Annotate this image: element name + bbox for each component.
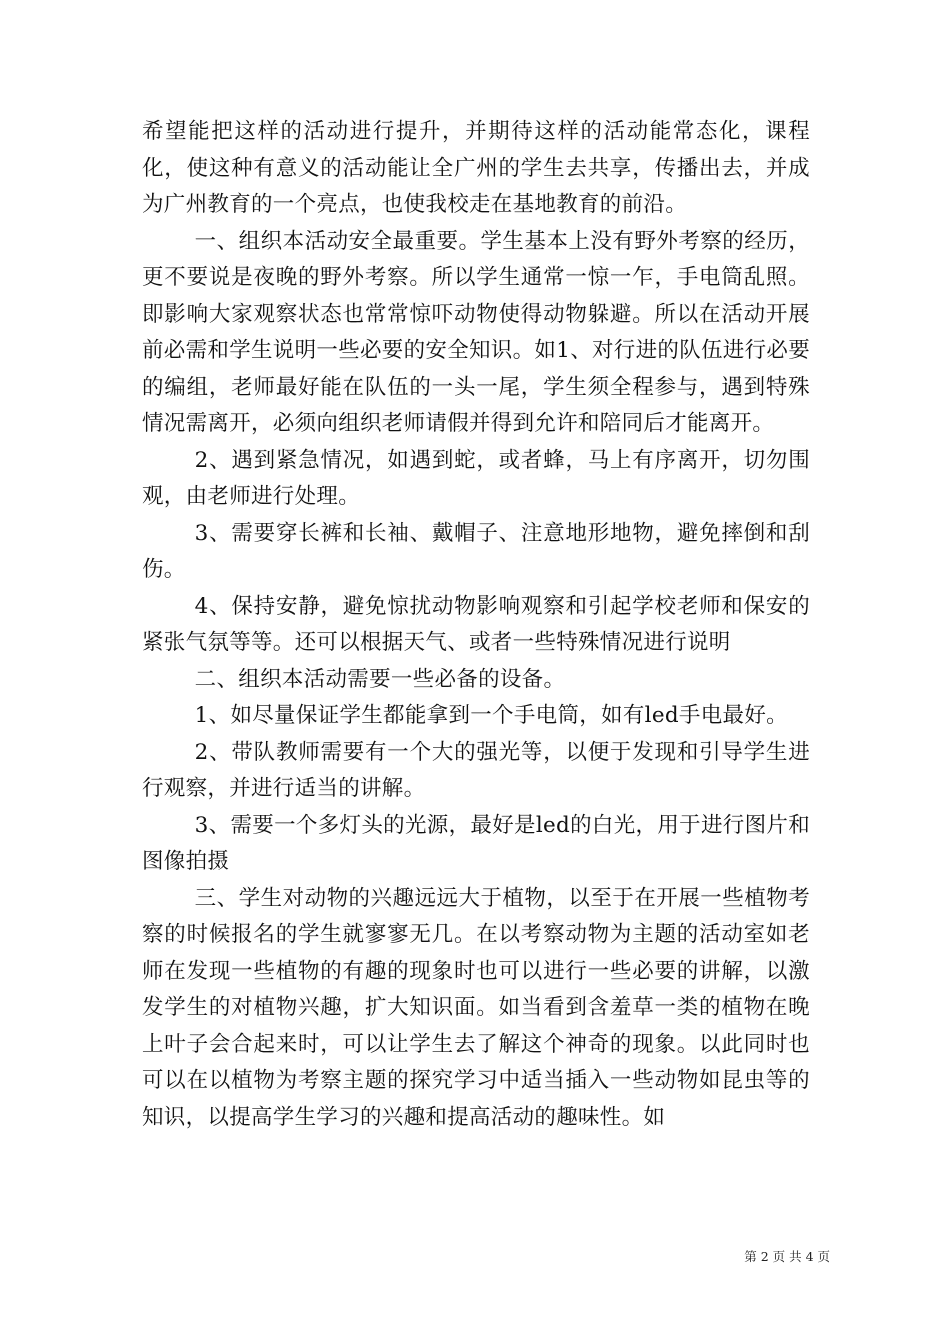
paragraph-6: 二、组织本活动需要一些必备的设备。 xyxy=(194,666,566,692)
paragraph-2: 一、组织本活动安全最重要。学生基本上没有野外考察的经历，更不要说是夜晚的野外考察。所以学生通常一惊一乍，手电筒乱照。即影响大家观察状态也常常惊吓动物使得动物躲避。所以在活动开展前必需和学生说明一些必要的安全知识。如1、对行进的队伍进行必要的编组，老师最好能在队伍的一头一尾，学生须全程参与，遇到特殊情况需离开，必须向组织老师请假并得到允许和陪同后才能离开。 xyxy=(142,228,810,436)
paragraph-10: 三、学生对动物的兴趣远远大于植物，以至于在开展一些植物考察的时候报名的学生就寥寥无几。在以考察动物为主题的活动室如老师在发现一些植物的有趣的现象时也可以进行一些必要的讲解，以激发学生的对植物兴趣，扩大知识面。如当看到含羞草一类的植物在晚上叶子会合起来时，可以让学生去了解这个神奇的现象。以此同时也可以在以植物为考察主题的探究学习中适当插入一些动物如昆虫等的知识，以提高学生学习的兴趣和提高活动的趣味性。如 xyxy=(142,885,810,1130)
paragraph-7: 1、如尽量保证学生都能拿到一个手电筒，如有led手电最好。 xyxy=(194,703,788,728)
paragraph-4: 3、需要穿长裤和长袖、戴帽子、注意地形地物，避免摔倒和刮伤。 xyxy=(142,520,810,582)
page-number-footer: 第 2 页 共 4 页 xyxy=(744,1249,830,1264)
paragraph-1: 希望能把这样的活动进行提升，并期待这样的活动能常态化，课程化，使这种有意义的活动能让全广州的学生去共享，传播出去，并成为广州教育的一个亮点，也使我校走在基地教育的前沿。 xyxy=(142,119,810,217)
paragraph-8: 2、带队教师需要有一个大的强光等，以便于发现和引导学生进行观察，并进行适当的讲解。 xyxy=(142,739,810,801)
paragraph-9: 3、需要一个多灯头的光源，最好是led的白光，用于进行图片和图像拍摄 xyxy=(142,812,810,874)
paragraph-3: 2、遇到紧急情况，如遇到蛇，或者蜂，马上有序离开，切勿围观，由老师进行处理。 xyxy=(142,447,810,509)
paragraph-5: 4、保持安静，避免惊扰动物影响观察和引起学校老师和保安的紧张气氛等等。还可以根据天气、或者一些特殊情况进行说明 xyxy=(142,593,810,655)
document-body xyxy=(142,114,810,1136)
